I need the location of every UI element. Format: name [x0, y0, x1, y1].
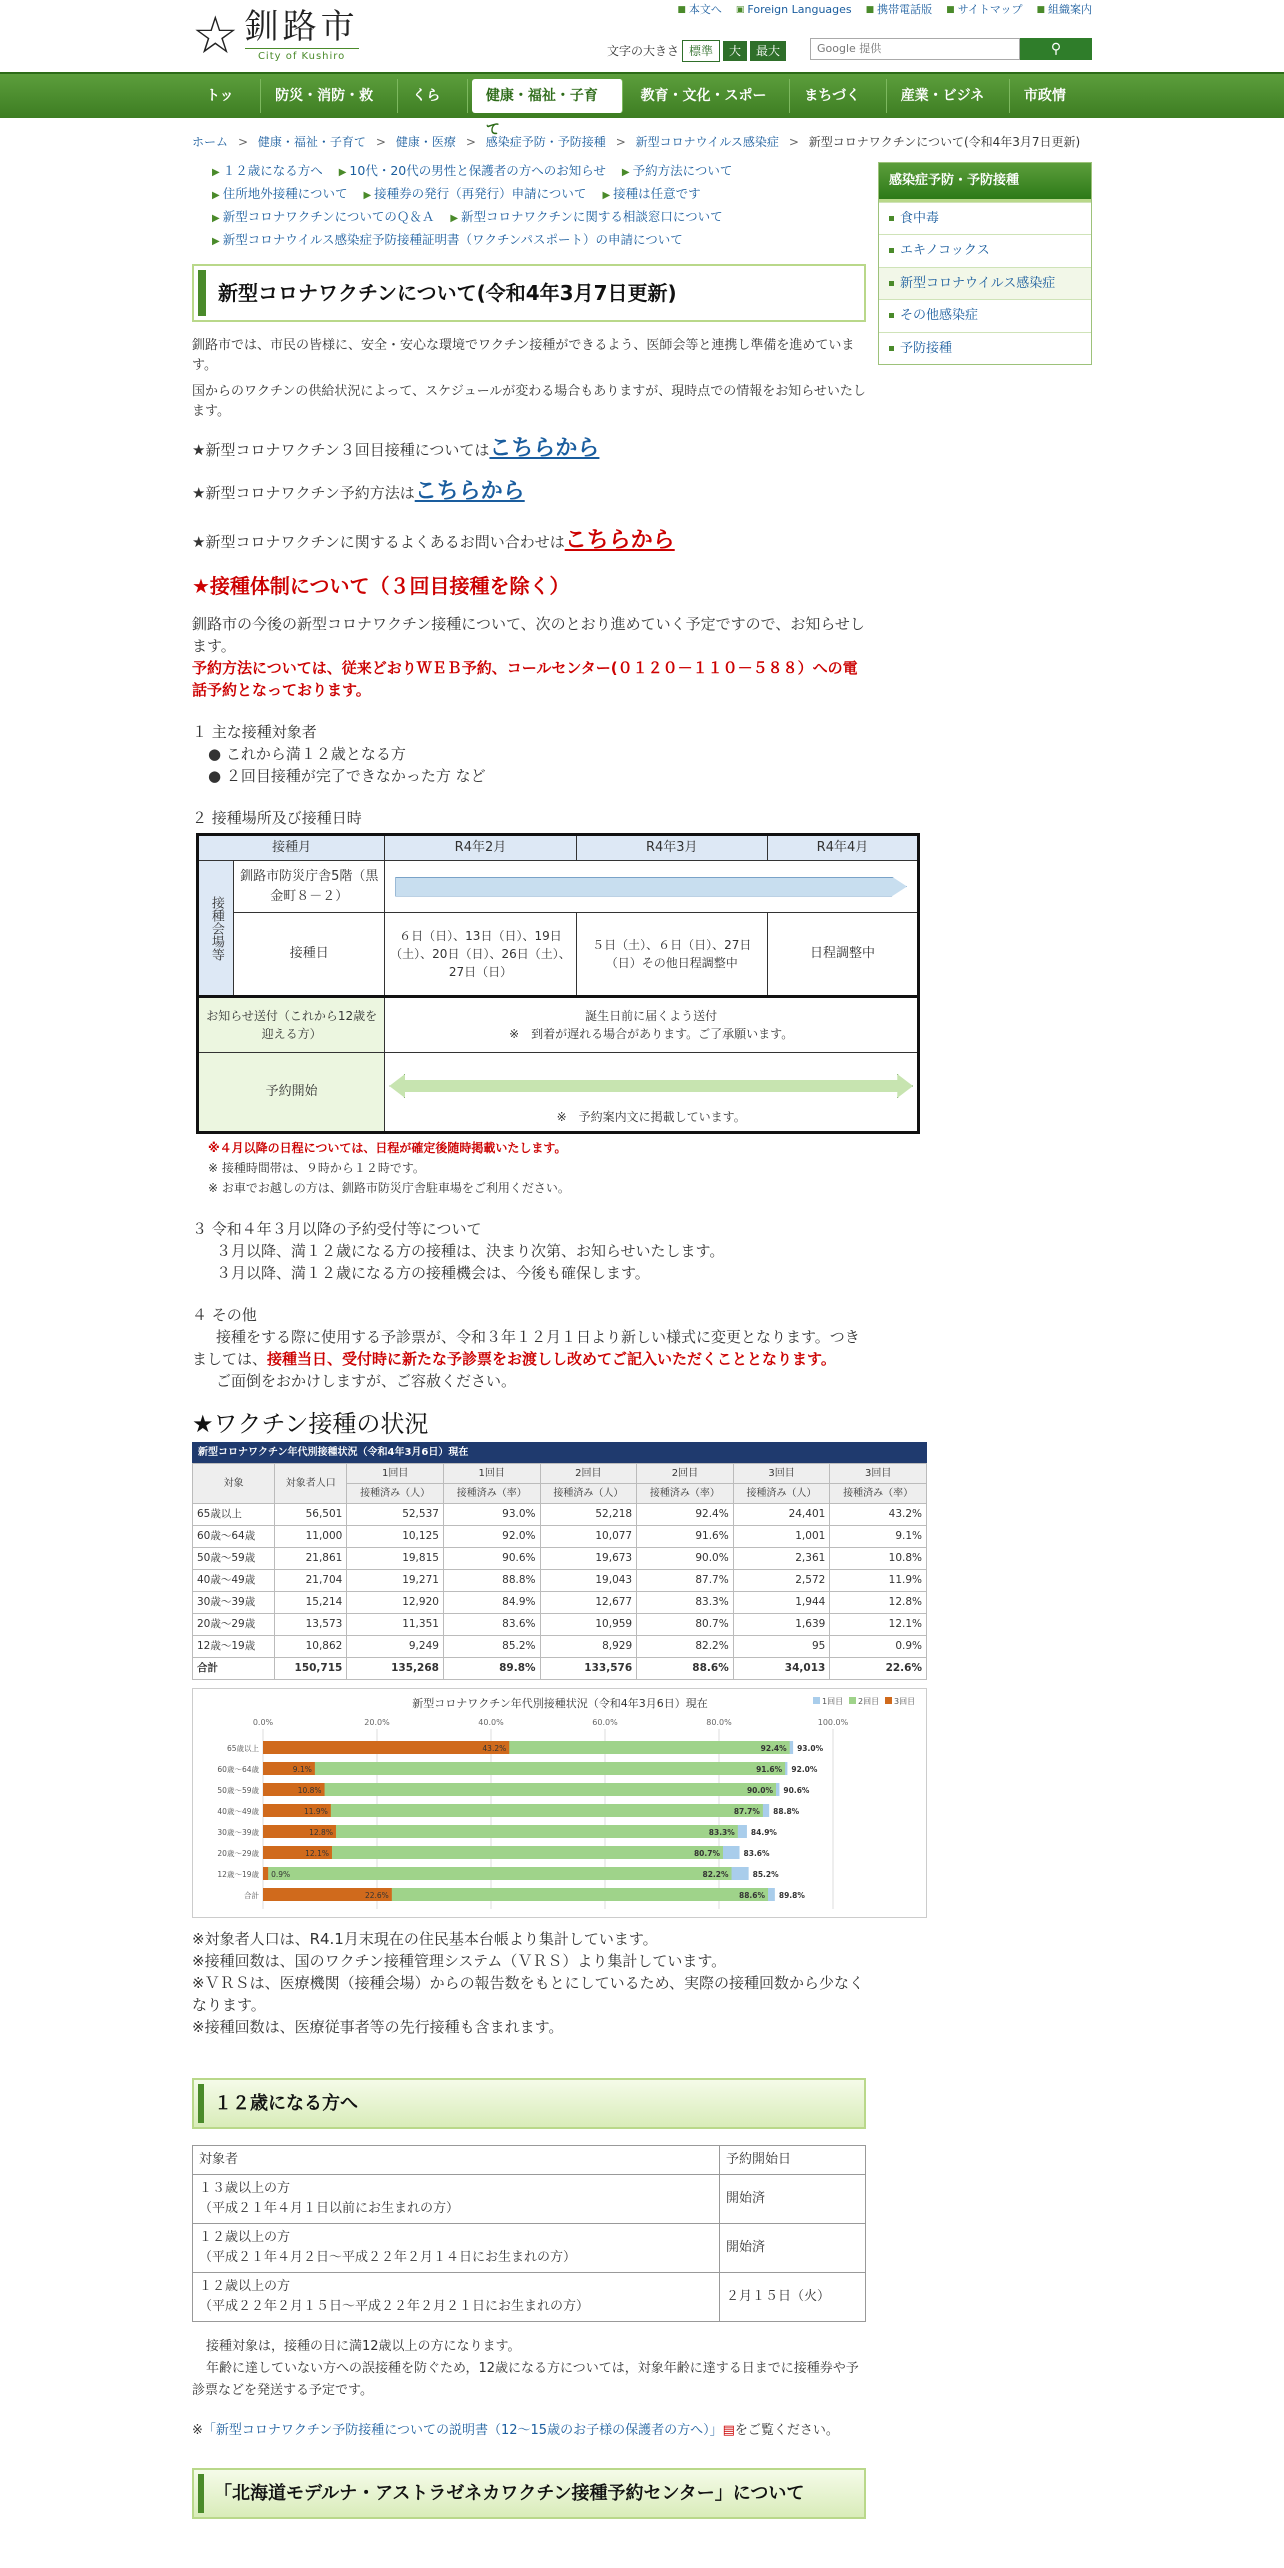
- t: ※: [192, 2423, 203, 2438]
- vt-cell: 11,351: [347, 1614, 444, 1636]
- intro-text: 釧路市では、市民の皆様に、安全・安心な環境でワクチン接種ができるよう、医師会等と連携し準備を進めています。: [192, 338, 855, 373]
- data-label: 83.6%: [743, 1849, 770, 1858]
- bar-2回目: [263, 1846, 723, 1859]
- font-size-standard-button[interactable]: 標準: [682, 40, 720, 62]
- data-label: 43.2%: [482, 1744, 507, 1753]
- reserve-cell: [385, 1053, 919, 1133]
- breadcrumb-medical[interactable]: 健康・医療: [395, 135, 456, 149]
- data-label: 0.9%: [271, 1870, 291, 1879]
- category-label: 50歳〜59歳: [217, 1786, 259, 1795]
- bullet-icon: [889, 216, 894, 221]
- age-start: 開始済: [720, 2224, 866, 2273]
- vaccine-table-caption: 新型コロナワクチン年代別接種状況（令和4年3月6日）現在: [192, 1442, 927, 1463]
- sidebar-item-food-poisoning[interactable]: [879, 202, 1091, 235]
- section3-title: ３ 令和４年３月以降の予約受付等について: [192, 1220, 482, 1238]
- breadcrumb-infection[interactable]: 感染症予防・予防接種: [485, 135, 606, 149]
- legend-label: 2回目: [858, 1697, 880, 1706]
- logo-text: 釧路市: [244, 7, 359, 47]
- t: （平成２２年２月１５日～平成２２年２月２１日にお生まれの方）: [199, 2299, 590, 2314]
- venue: 釧路市防災庁舎5階（黒金町８－２）: [234, 861, 385, 913]
- table-row: [193, 1526, 927, 1548]
- data-label: 88.6%: [738, 1891, 766, 1900]
- table-row: [193, 1636, 927, 1658]
- category-label: 20歳〜29歳: [217, 1849, 259, 1858]
- vt-cell: 15,214: [275, 1592, 347, 1614]
- vt-subheader: 接種済み（率）: [443, 1484, 540, 1504]
- font-size-label: 文字の大きさ: [607, 44, 680, 58]
- system-heading: ★接種体制について（３回目接種を除く）: [192, 574, 570, 598]
- text: 接種をする際に使用する予診票が、令和３年１２月１日より新しい様式に変更となります。つきましては、: [192, 1328, 860, 1368]
- data-label: 12.1%: [305, 1849, 329, 1858]
- vt-cell: 50歳〜59歳: [193, 1548, 275, 1570]
- section4-text: [192, 1326, 866, 1370]
- text-emphasis: 接種当日、受付時に新たな予診票をお渡しし改めてご記入いただくこととなります。: [267, 1350, 836, 1368]
- anchor-links: ▶ １２歳になる方へ ▶ 10代・20代の男性と保護者の方へのお知らせ ▶ 予約方法について ▶ 住所地外接種について ▶ 接種券の発行（再発行）申請について ▶ 接種は任意です ▶ 新型コロナワクチンについてのＱ＆Ａ ▶ 新型コロナワクチンに関する相談窓口について ▶ 新型コロナウイルス感染症予防接種証明書（ワクチンパスポート）の申請について: [212, 163, 733, 247]
- nav-education[interactable]: 教育・文化・スポーツ: [627, 79, 791, 113]
- nav-city-info[interactable]: 市政情報: [1023, 88, 1066, 138]
- age12-heading: [192, 2078, 866, 2129]
- page-title: [192, 264, 866, 322]
- link-organization[interactable]: 組織案内: [1048, 3, 1092, 16]
- data-label: 83.3%: [708, 1828, 735, 1837]
- data-label: 80.7%: [693, 1849, 720, 1858]
- vt-cell: 12歳〜19歳: [193, 1636, 275, 1658]
- globe-icon: ▣: [735, 4, 745, 15]
- age-note: 接種対象は，接種の日に満12歳以上の方になります。: [206, 2339, 521, 2354]
- header: [0, 0, 1284, 72]
- bar-2回目: [263, 1804, 763, 1817]
- tick-label: 80.0%: [706, 1718, 732, 1727]
- vt-header: 2回目: [540, 1464, 637, 1484]
- link-foreign-languages[interactable]: Foreign Languages: [747, 3, 852, 16]
- anchor-link[interactable]: 新型コロナワクチンに関する相談窓口について: [461, 209, 723, 224]
- vt-header: 1回目: [443, 1464, 540, 1484]
- vt-cell: 1,944: [733, 1592, 830, 1614]
- anchor-link[interactable]: 新型コロナウイルス感染症予防接種証明書（ワクチンパスポート）の申請について: [222, 232, 683, 247]
- sidebar-item-echinococcus[interactable]: [879, 234, 1091, 267]
- data-label: 89.8%: [778, 1891, 805, 1900]
- t: １３歳以上の方: [199, 2181, 291, 2196]
- sidebar-link[interactable]: その他感染症: [900, 308, 979, 323]
- vt-cell: 92.0%: [443, 1526, 540, 1548]
- sidebar-link[interactable]: 新型コロナウイルス感染症: [900, 275, 1056, 291]
- page-title-text: 新型コロナワクチンについて(令和4年3月7日更新): [198, 270, 860, 316]
- vt-cell: 52,537: [347, 1504, 444, 1526]
- vt-cell: 93.0%: [443, 1504, 540, 1526]
- vt-cell: 10.8%: [830, 1548, 927, 1570]
- vt-cell: 12,677: [540, 1592, 637, 1614]
- vt-cell: 11.9%: [830, 1570, 927, 1592]
- vt-cell: 2,572: [733, 1570, 830, 1592]
- font-size-largest-button[interactable]: 最大: [750, 41, 786, 61]
- vt-subheader: 接種済み（人）: [540, 1484, 637, 1504]
- search-icon: ⚲: [1050, 41, 1062, 57]
- doc-line: [192, 2420, 866, 2442]
- nav-living[interactable]: くらし: [398, 79, 468, 113]
- data-label: 93.0%: [797, 1744, 824, 1753]
- vt-cell: 88.6%: [637, 1658, 734, 1680]
- bullet-icon: ■: [677, 4, 686, 15]
- vt-cell: 24,401: [733, 1504, 830, 1526]
- vt-cell: 52,218: [540, 1504, 637, 1526]
- vt-cell: 10,862: [275, 1636, 347, 1658]
- data-label: 87.7%: [733, 1807, 760, 1816]
- section4-title: ４ その他: [192, 1306, 257, 1324]
- sch-header: 接種月: [198, 835, 385, 861]
- data-label: 88.8%: [773, 1807, 800, 1816]
- font-size-large-button[interactable]: 大: [723, 41, 747, 61]
- breadcrumb-health[interactable]: 健康・福祉・子育て: [257, 135, 366, 149]
- age-start: ２月１５日（火）: [720, 2273, 866, 2322]
- nav-business[interactable]: 産業・ビジネス: [887, 79, 1010, 113]
- vt-cell: 19,815: [347, 1548, 444, 1570]
- sidebar: [878, 162, 1092, 2519]
- vt-cell: 1,001: [733, 1526, 830, 1548]
- anchor-link[interactable]: 10代・20代の男性と保護者の方へのお知らせ: [349, 163, 606, 178]
- notice-cell: [385, 997, 919, 1053]
- breadcrumb-current: 新型コロナワクチンについて(令和4年3月7日更新): [808, 135, 1081, 149]
- age-note: 年齢に達していない方への誤接種を防ぐため，12歳になる方については，対象年齢に達する日までに接種券や予診票などを発送する予定です。: [192, 2361, 859, 2398]
- tick-label: 100.0%: [817, 1718, 849, 1727]
- vt-cell: 10,077: [540, 1526, 637, 1548]
- site-search: [810, 38, 1092, 60]
- faq-line: [192, 524, 866, 557]
- data-label: 92.0%: [791, 1765, 818, 1774]
- schedule-table: [196, 833, 920, 1134]
- data-label: 90.0%: [746, 1786, 773, 1795]
- faq-link[interactable]: こちらから: [564, 528, 675, 553]
- category-label: 30歳〜39歳: [217, 1828, 259, 1837]
- footnote: ※ＶＲＳは、医療機関（接種会場）からの報告数をもとにしているため、実際の接種回数から少なくなります。: [192, 1974, 864, 2014]
- vt-header: 1回目: [347, 1464, 444, 1484]
- vt-cell: 95: [733, 1636, 830, 1658]
- vt-subheader: 接種済み（人）: [733, 1484, 830, 1504]
- bullet-icon: [889, 313, 894, 318]
- table-row: [193, 1658, 927, 1680]
- section3-text: ３月以降、満１２歳になる方の接種機会は、今後も確保します。: [216, 1264, 650, 1282]
- bullet-icon: ■: [946, 4, 955, 15]
- breadcrumb-home[interactable]: ホーム: [192, 135, 229, 149]
- vt-cell: 90.0%: [637, 1548, 734, 1570]
- star-text: ★新型コロナワクチン３回目接種については: [192, 441, 490, 459]
- anchor-link[interactable]: 予約方法について: [632, 163, 733, 178]
- age-target: [193, 2273, 720, 2322]
- anchor-link[interactable]: １２歳になる方へ: [222, 163, 323, 178]
- vaccine-chart-svg: [193, 1689, 928, 1919]
- footnote: ※接種回数は、国のワクチン接種管理システム（ＶＲＳ）より集計しています。: [192, 1952, 727, 1970]
- anchor-link[interactable]: 接種券の発行（再発行）申請について: [374, 186, 587, 201]
- t: （平成２１年４月２日～平成２２年２月１４日にお生まれの方）: [199, 2250, 577, 2265]
- reservation-line: [192, 475, 866, 508]
- footnote: ※対象者人口は、R4.1月末現在の住民基本台帳より集計しています。: [192, 1930, 658, 1948]
- nav-town[interactable]: まちづくり: [790, 79, 886, 113]
- vt-cell: 12.1%: [830, 1614, 927, 1636]
- vt-cell: 13,573: [275, 1614, 347, 1636]
- data-label: 85.2%: [752, 1870, 779, 1879]
- t: １２歳以上の方: [199, 2230, 291, 2245]
- reserve-arrow: [389, 1074, 913, 1098]
- bar-3回目: [263, 1867, 268, 1880]
- section2-title: ２ 接種場所及び接種日時: [192, 809, 362, 827]
- vt-cell: 21,704: [275, 1570, 347, 1592]
- anchor-link[interactable]: 接種は任意です: [613, 186, 701, 201]
- sidebar-link[interactable]: 食中毒: [900, 210, 940, 226]
- section1-title: １ 主な接種対象者: [192, 723, 317, 741]
- item-text: ２回目接種が完了できなかった方 など: [225, 767, 486, 785]
- legend-label: 3回目: [894, 1697, 916, 1706]
- bar-2回目: [263, 1762, 785, 1775]
- table-row: [193, 1614, 927, 1636]
- vt-cell: 40歳〜49歳: [193, 1570, 275, 1592]
- vt-cell: 83.6%: [443, 1614, 540, 1636]
- date-label: 接種日: [234, 913, 385, 997]
- data-label: 22.6%: [364, 1891, 389, 1900]
- vt-header: 2回目: [637, 1464, 734, 1484]
- vt-cell: 12,920: [347, 1592, 444, 1614]
- apr-dates: 日程調整中: [767, 913, 918, 997]
- data-label: 82.2%: [702, 1870, 729, 1879]
- sidebar-link[interactable]: エキノコックス: [900, 243, 990, 258]
- pdf-icon: ▤: [722, 2423, 735, 2438]
- data-label: 84.9%: [750, 1828, 777, 1837]
- vt-cell: 89.8%: [443, 1658, 540, 1680]
- table-row: [193, 1592, 927, 1614]
- vt-cell: 12.8%: [830, 1592, 927, 1614]
- breadcrumb-covid[interactable]: 新型コロナウイルス感染症: [635, 135, 779, 149]
- vt-subheader: 接種済み（人）: [347, 1484, 444, 1504]
- vt-header: 3回目: [830, 1464, 927, 1484]
- bar-2回目: [263, 1867, 732, 1880]
- center-heading-text: 「北海道モデルナ・アストラゼネカワクチン接種予約センター」について: [198, 2474, 860, 2513]
- nav-top[interactable]: トップ: [192, 79, 261, 113]
- category-label: 合計: [244, 1891, 259, 1900]
- breadcrumb: ホーム > 健康・福祉・子育て > 健康・医療 > 感染症予防・予防接種 > 新型コロナウイルス感染症 > 新型コロナワクチンについて(令和4年3月7日更新): [192, 135, 1081, 149]
- global-nav: [0, 72, 1284, 138]
- vt-cell: 合計: [193, 1658, 275, 1680]
- category-label: 12歳〜19歳: [217, 1870, 259, 1879]
- schedule-note: ※ お車でお越しの方は、釧路市防災庁舎駐車場をご利用ください。: [208, 1181, 570, 1195]
- bullet-icon: ■: [1036, 4, 1045, 15]
- system-text: 釧路市の今後の新型コロナワクチン接種について、次のとおり進めていく予定ですので、お知らせします。: [192, 615, 865, 655]
- star-text: ★新型コロナワクチンに関するよくあるお問い合わせは: [192, 533, 565, 551]
- t: をご覧ください。: [734, 2423, 839, 2438]
- center-heading: [192, 2468, 866, 2519]
- sch-header: R4年2月: [385, 835, 576, 861]
- vt-cell: 2,361: [733, 1548, 830, 1570]
- vt-cell: 1,639: [733, 1614, 830, 1636]
- vt-cell: 11,000: [275, 1526, 347, 1548]
- link-mobile[interactable]: 携帯電話版: [877, 3, 933, 16]
- vt-cell: 8,929: [540, 1636, 637, 1658]
- sidebar-link[interactable]: 予防接種: [900, 340, 953, 356]
- intro-text: 国からのワクチンの供給状況によって、スケジュールが変わる場合もありますが、現時点での情報をお知らせいたします。: [192, 384, 866, 419]
- legend-swatch: [849, 1697, 856, 1704]
- period-arrow: [395, 877, 907, 897]
- age-header: 対象者: [193, 2146, 720, 2175]
- table-row: [193, 1504, 927, 1526]
- vt-subheader: 接種済み（率）: [830, 1484, 927, 1504]
- vt-cell: 92.4%: [637, 1504, 734, 1526]
- notice-label: お知らせ送付（これから12歳を迎える方）: [198, 997, 385, 1053]
- data-label: 11.9%: [304, 1807, 328, 1816]
- vt-cell: 30歳〜39歳: [193, 1592, 275, 1614]
- reservation-method-text: 予約方法については、従来どおりＷＥＢ予約、コールセンター(０１２０－１１０－５８８）への電話予約となっております。: [192, 659, 858, 699]
- vt-header: 対象: [193, 1464, 275, 1504]
- vt-cell: 84.9%: [443, 1592, 540, 1614]
- search-input[interactable]: Google 提供: [810, 38, 1020, 60]
- section1-item: ● ２回目接種が完了できなかった方 など: [208, 767, 486, 785]
- notice-note: ※ 到着が遅れる場合があります。ご了承願います。: [509, 1027, 794, 1041]
- chart-title: 新型コロナワクチン年代別接種状況（令和4年3月6日）現在: [412, 1697, 708, 1710]
- bar-3回目: [263, 1741, 509, 1754]
- legend-swatch: [813, 1697, 820, 1704]
- vt-cell: 90.6%: [443, 1548, 540, 1570]
- sidebar-title: 感染症予防・予防接種: [879, 163, 1091, 202]
- third-dose-line: [192, 432, 866, 465]
- vt-cell: 9.1%: [830, 1526, 927, 1548]
- vt-cell: 19,271: [347, 1570, 444, 1592]
- vt-cell: 82.2%: [637, 1636, 734, 1658]
- vt-cell: 65歳以上: [193, 1504, 275, 1526]
- bullet-icon: [889, 248, 894, 253]
- reserve-label: 予約開始: [198, 1053, 385, 1133]
- data-label: 9.1%: [292, 1765, 312, 1774]
- search-button[interactable]: [1020, 38, 1092, 60]
- schedule-note: ※４月以降の日程については、日程が確定後随時掲載いたします。: [208, 1141, 567, 1155]
- link-skip-to-content[interactable]: 本文へ: [688, 3, 722, 16]
- category-label: 40歳〜49歳: [217, 1807, 259, 1816]
- link-sitemap[interactable]: サイトマップ: [957, 3, 1023, 16]
- vt-cell: 87.7%: [637, 1570, 734, 1592]
- vt-cell: 22.6%: [830, 1658, 927, 1680]
- age12-heading-text: １２歳になる方へ: [198, 2084, 860, 2123]
- city-emblem-icon: ☆: [192, 6, 239, 66]
- data-label: 10.8%: [297, 1786, 322, 1795]
- reserve-note: ※ 予約案内文に掲載しています。: [556, 1110, 746, 1124]
- third-dose-link[interactable]: こちらから: [489, 436, 600, 461]
- sidebar-item-vaccination[interactable]: [879, 332, 1091, 365]
- venue-label: 接種会場等: [198, 861, 234, 997]
- data-label: 12.8%: [309, 1828, 333, 1837]
- vt-cell: 80.7%: [637, 1614, 734, 1636]
- vt-cell: 10,125: [347, 1526, 444, 1548]
- age-start: 開始済: [720, 2175, 866, 2224]
- vt-cell: 10,959: [540, 1614, 637, 1636]
- tick-label: 60.0%: [592, 1718, 618, 1727]
- vaccine-table: [192, 1463, 927, 1680]
- vt-cell: 19,673: [540, 1548, 637, 1570]
- vt-cell: 34,013: [733, 1658, 830, 1680]
- age-table: [192, 2145, 866, 2322]
- vt-cell: 83.3%: [637, 1592, 734, 1614]
- sch-header: R4年3月: [576, 835, 767, 861]
- top-links: [677, 2, 1092, 19]
- category-label: 60歳〜64歳: [217, 1765, 259, 1774]
- sch-header: R4年4月: [767, 835, 918, 861]
- venue-period: [385, 861, 919, 913]
- vaccine-chart: [192, 1688, 927, 1918]
- vt-cell: 135,268: [347, 1658, 444, 1680]
- nav-disaster[interactable]: 防災・消防・救急: [261, 79, 398, 113]
- section3-text: ３月以降、満１２歳になる方の接種は、決まり次第、お知らせいたします。: [216, 1242, 725, 1260]
- vt-cell: 88.8%: [443, 1570, 540, 1592]
- data-label: 90.6%: [783, 1786, 810, 1795]
- age-header: 予約開始日: [720, 2146, 866, 2175]
- item-text: これから満１２歳となる方: [225, 745, 406, 763]
- schedule-note: ※ 接種時間帯は、９時から１２時です。: [208, 1161, 425, 1175]
- vt-header: 3回目: [733, 1464, 830, 1484]
- data-label: 92.4%: [760, 1744, 787, 1753]
- anchor-link[interactable]: 新型コロナワクチンについてのＱ＆Ａ: [222, 209, 435, 224]
- vt-cell: 20歳〜29歳: [193, 1614, 275, 1636]
- site-logo[interactable]: [192, 8, 359, 64]
- vt-cell: 85.2%: [443, 1636, 540, 1658]
- notice-text: 誕生日前に届くよう送付: [585, 1009, 718, 1023]
- vt-cell: 150,715: [275, 1658, 347, 1680]
- vt-cell: 91.6%: [637, 1526, 734, 1548]
- age-target: [193, 2224, 720, 2273]
- status-heading: ★ワクチン接種の状況: [192, 1410, 429, 1438]
- doc-pdf-link[interactable]: 「新型コロナワクチン予防接種についての説明書（12～15歳のお子様の保護者の方へ）」: [202, 2423, 723, 2438]
- vt-cell: 60歳〜64歳: [193, 1526, 275, 1548]
- vt-cell: 21,861: [275, 1548, 347, 1570]
- sidebar-item-covid[interactable]: [879, 267, 1091, 300]
- t: １２歳以上の方: [199, 2279, 291, 2294]
- nav-health-welfare[interactable]: 健康・福祉・子育て: [472, 79, 623, 113]
- age-target: [193, 2175, 720, 2224]
- tick-label: 40.0%: [478, 1718, 504, 1727]
- section4-text: ご面倒をおかけしますが、ご容赦ください。: [216, 1372, 517, 1390]
- bullet-icon: [889, 346, 894, 351]
- vt-cell: 43.2%: [830, 1504, 927, 1526]
- mar-dates: ５日（土）、６日（日）、27日（日）その他日程調整中: [576, 913, 767, 997]
- table-row: [193, 1548, 927, 1570]
- bullet-icon: ■: [865, 4, 875, 15]
- legend-label: 1回目: [822, 1697, 844, 1706]
- vt-cell: 0.9%: [830, 1636, 927, 1658]
- table-row: [193, 1570, 927, 1592]
- vt-subheader: 接種済み（率）: [637, 1484, 734, 1504]
- vt-cell: 56,501: [275, 1504, 347, 1526]
- legend-swatch: [885, 1697, 892, 1704]
- section1-item: ● これから満１２歳となる方: [208, 745, 406, 763]
- category-label: 65歳以上: [226, 1744, 259, 1753]
- sidebar-item-other-infections[interactable]: [879, 299, 1091, 332]
- bullet-icon: [889, 281, 894, 286]
- t: （平成２１年４月１日以前にお生まれの方）: [199, 2201, 460, 2216]
- logo-english: City of Kushiro: [245, 48, 359, 64]
- data-label: 91.6%: [756, 1765, 783, 1774]
- vt-cell: 19,043: [540, 1570, 637, 1592]
- reservation-link[interactable]: こちらから: [414, 479, 525, 504]
- vt-cell: 133,576: [540, 1658, 637, 1680]
- font-size-switcher: [607, 40, 786, 62]
- anchor-link[interactable]: 住所地外接種について: [222, 186, 348, 201]
- tick-label: 20.0%: [364, 1718, 390, 1727]
- footnote: ※接種回数は、医療従事者等の先行接種も含まれます。: [192, 2018, 564, 2036]
- star-text: ★新型コロナワクチン予約方法は: [192, 484, 415, 502]
- bar-2回目: [263, 1783, 776, 1796]
- tick-label: 0.0%: [252, 1718, 274, 1727]
- vt-header: 対象者人口: [275, 1464, 347, 1504]
- feb-dates: ６日（日）、13日（日）、19日（土）、20日（日）、26日（土）、27日（日）: [385, 913, 576, 997]
- vt-cell: 9,249: [347, 1636, 444, 1658]
